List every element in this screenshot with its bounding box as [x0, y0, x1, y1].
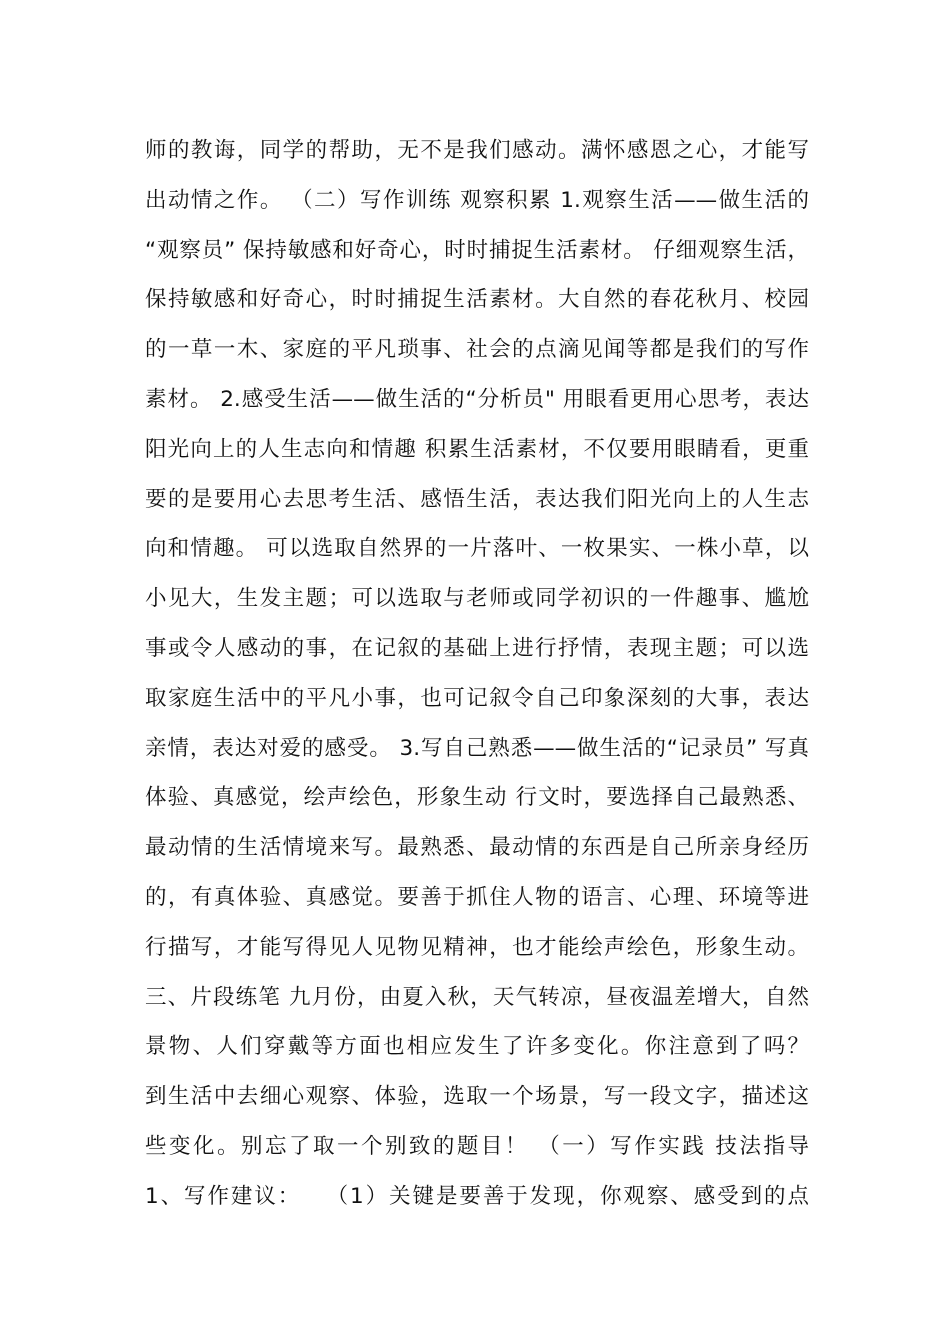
text-line: 1、写作建议： （1）关键是要善于发现，你观察、感受到的点: [145, 1183, 809, 1209]
body-text: [145, 126, 809, 1222]
text-line: 的一草一木、家庭的平凡琐事、社会的点滴见闻等都是我们的写作: [145, 337, 809, 363]
text-line: 体验、真感觉，绘声绘色，形象生动 行文时，要选择自己最熟悉、: [145, 785, 809, 811]
text-line: 出动情之作。 （二）写作训练 观察积累 1.观察生活——做生活的: [145, 187, 809, 213]
text-line: 行描写，才能写得见人见物见精神，也才能绘声绘色，形象生动。: [145, 934, 809, 960]
text-line: 要的是要用心去思考生活、感悟生活，表达我们阳光向上的人生志: [145, 486, 809, 512]
text-line: 最动情的生活情境来写。最熟悉、最动情的东西是自己所亲身经历: [145, 835, 809, 861]
text-line: 取家庭生活中的平凡小事，也可记叙令自己印象深刻的大事，表达: [145, 685, 809, 711]
text-line: 事或令人感动的事，在记叙的基础上进行抒情，表现主题；可以选: [145, 635, 809, 661]
text-line: 景物、人们穿戴等方面也相应发生了许多变化。你注意到了吗？: [145, 1034, 809, 1060]
text-line: 的，有真体验、真感觉。要善于抓住人物的语言、心理、环境等进: [145, 884, 809, 910]
text-line: 三、片段练笔 九月份，由夏入秋，天气转凉，昼夜温差增大，自然: [145, 984, 809, 1010]
text-line: “观察员” 保持敏感和好奇心，时时捕捉生活素材。 仔细观察生活，: [145, 237, 809, 263]
text-line: 小见大，生发主题；可以选取与老师或同学初识的一件趣事、尴尬: [145, 586, 809, 612]
text-line: 阳光向上的人生志向和情趣 积累生活素材，不仅要用眼睛看，更重: [145, 436, 809, 462]
text-line: 师的教诲，同学的帮助，无不是我们感动。满怀感恩之心，才能写: [145, 138, 809, 163]
text-line: 亲情，表达对爱的感受。 3.写自己熟悉——做生活的“记录员” 写真: [145, 735, 809, 761]
text-line: 些变化。别忘了取一个别致的题目！ （一）写作实践 技法指导: [145, 1133, 809, 1159]
text-line: 到生活中去细心观察、体验，选取一个场景，写一段文字，描述这: [145, 1084, 809, 1110]
text-line: 向和情趣。 可以选取自然界的一片落叶、一枚果实、一株小草，以: [145, 536, 809, 562]
text-line: 素材。 2.感受生活——做生活的“分析员" 用眼看更用心思考，表达: [145, 386, 809, 412]
text-line: 保持敏感和好奇心，时时捕捉生活素材。大自然的春花秋月、校园: [145, 287, 809, 313]
